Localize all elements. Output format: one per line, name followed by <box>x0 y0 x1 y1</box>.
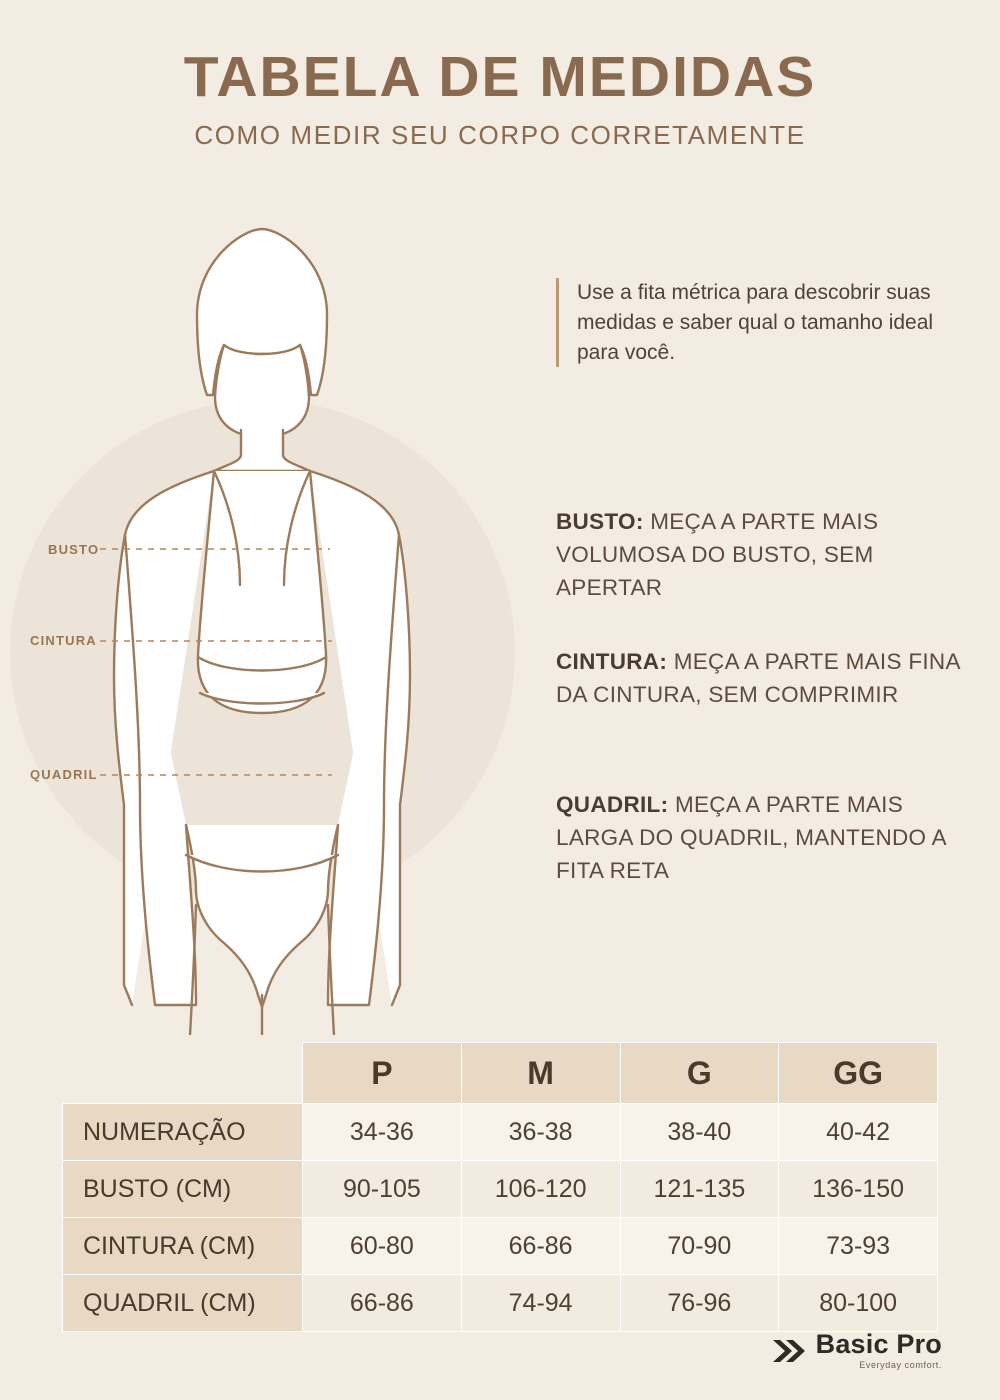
label-quadril: QUADRIL <box>30 767 98 782</box>
cell-cintura-p: 60-80 <box>303 1218 462 1275</box>
intro-text: Use a fita métrica para descobrir suas medidas e saber qual o tamanho ideal para você. <box>556 278 947 367</box>
column-header-p: P <box>303 1043 462 1104</box>
instruction-busto-term: BUSTO: <box>556 509 644 534</box>
cell-numeracao-m: 36-38 <box>461 1104 620 1161</box>
table-row <box>63 1218 938 1275</box>
double-chevron-icon <box>772 1338 806 1364</box>
cell-quadril-m: 74-94 <box>461 1275 620 1332</box>
cell-numeracao-gg: 40-42 <box>779 1104 938 1161</box>
page-header <box>0 0 1000 151</box>
cell-numeracao-p: 34-36 <box>303 1104 462 1161</box>
instruction-quadril-text: MEÇA A PARTE MAIS LARGA DO QUADRIL, MANTENDO A FITA RETA <box>556 792 946 884</box>
label-busto: BUSTO <box>48 542 100 557</box>
size-table <box>62 1042 938 1332</box>
cell-cintura-m: 66-86 <box>461 1218 620 1275</box>
measurement-guide-lines <box>0 205 520 1035</box>
table-header-row <box>63 1043 938 1104</box>
cell-cintura-g: 70-90 <box>620 1218 779 1275</box>
cell-busto-p: 90-105 <box>303 1161 462 1218</box>
cell-busto-m: 106-120 <box>461 1161 620 1218</box>
measurements-table <box>62 1042 938 1332</box>
page-title: TABELA DE MEDIDAS <box>183 45 817 109</box>
table-row <box>63 1161 938 1218</box>
brand-logo <box>772 1331 942 1370</box>
table-row <box>63 1104 938 1161</box>
brand-text <box>816 1331 942 1370</box>
label-cintura: CINTURA <box>30 633 97 648</box>
cell-busto-g: 121-135 <box>620 1161 779 1218</box>
instruction-cintura-text: MEÇA A PARTE MAIS FINA DA CINTURA, SEM COMPRIMIR <box>556 649 960 708</box>
cell-quadril-gg: 80-100 <box>779 1275 938 1332</box>
cell-busto-gg: 136-150 <box>779 1161 938 1218</box>
table-corner-cell <box>63 1043 303 1104</box>
table-row <box>63 1275 938 1332</box>
instruction-busto <box>556 505 966 604</box>
row-label-numeracao: NUMERAÇÃO <box>63 1104 303 1161</box>
instruction-quadril-term: QUADRIL: <box>556 792 669 817</box>
column-header-g: G <box>620 1043 779 1104</box>
cell-quadril-g: 76-96 <box>620 1275 779 1332</box>
cell-quadril-p: 66-86 <box>303 1275 462 1332</box>
column-header-gg: GG <box>779 1043 938 1104</box>
cell-numeracao-g: 38-40 <box>620 1104 779 1161</box>
column-header-m: M <box>461 1043 620 1104</box>
instruction-cintura-term: CINTURA: <box>556 649 668 674</box>
row-label-busto: BUSTO (CM) <box>63 1161 303 1218</box>
instruction-quadril <box>556 788 966 887</box>
row-label-cintura: CINTURA (CM) <box>63 1218 303 1275</box>
brand-tagline: Everyday comfort. <box>859 1360 942 1370</box>
page-subtitle: COMO MEDIR SEU CORPO CORRETAMENTE <box>194 119 806 150</box>
instruction-busto-text: MEÇA A PARTE MAIS VOLUMOSA DO BUSTO, SEM APERTAR <box>556 509 879 601</box>
brand-name: Basic Pro <box>815 1329 942 1359</box>
instruction-cintura <box>556 645 966 711</box>
body-illustration <box>0 205 520 1035</box>
row-label-quadril: QUADRIL (CM) <box>63 1275 303 1332</box>
cell-cintura-gg: 73-93 <box>779 1218 938 1275</box>
